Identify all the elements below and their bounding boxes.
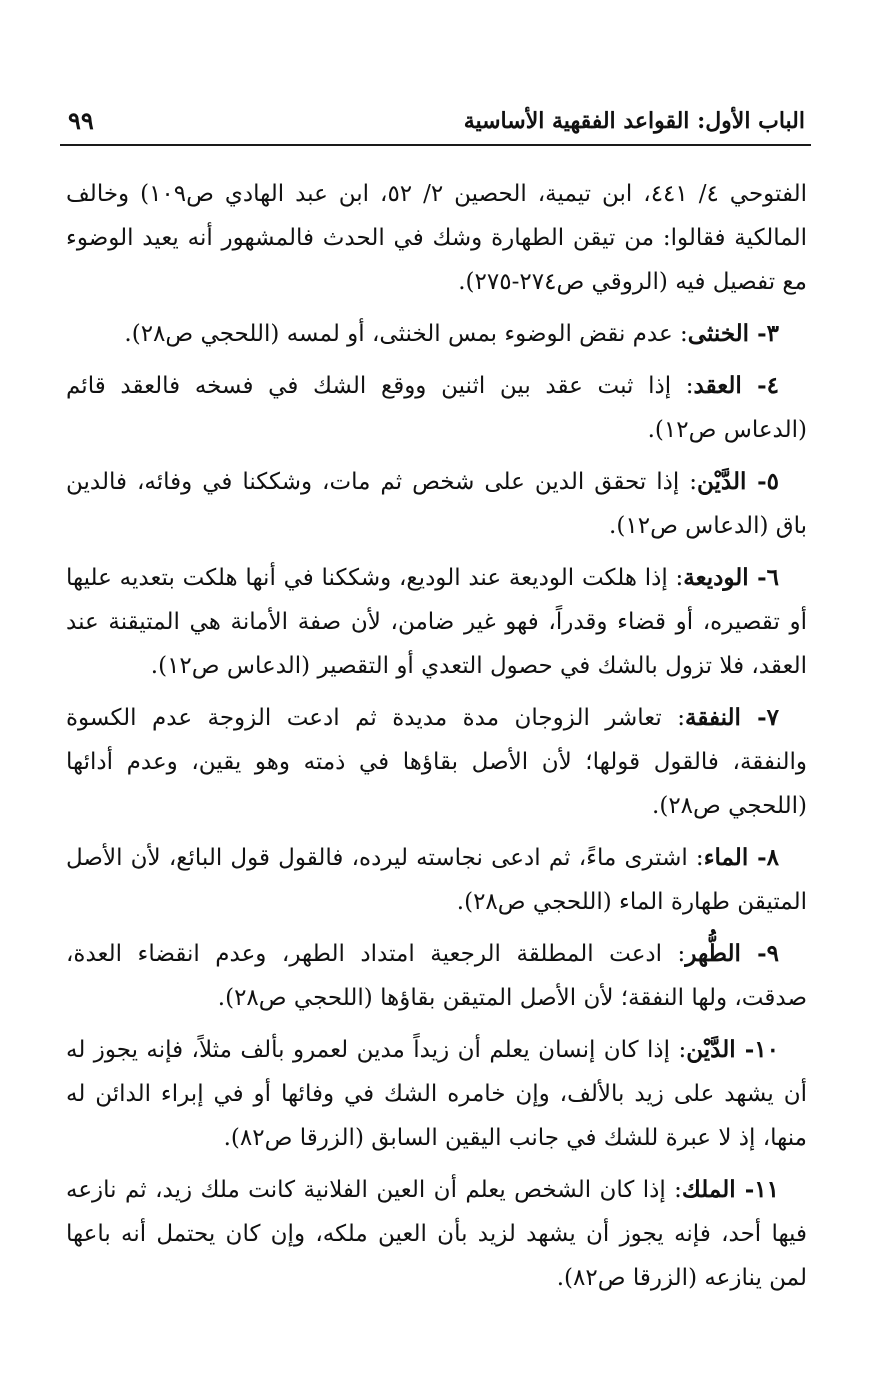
list-item [60,460,811,548]
item-term: الخنثى [687,320,750,347]
list-item [60,696,811,828]
item-number: ٨- [757,844,780,871]
item-term: الدَّيْن [686,1036,736,1063]
document-page [60,104,811,1392]
item-term: العقد [693,372,742,399]
item-number: ٩- [757,940,779,967]
list-item [60,556,811,688]
list-item [60,312,811,356]
item-term: الملك [681,1176,736,1203]
item-term: الدَّيْن [697,468,747,495]
page-body [60,172,811,1300]
item-text: : إذا ثبت عقد بين اثنين ووقع الشك في فسخه فالعقد قائم (الدعاس ص١٢). [66,373,807,443]
item-text: : إذا كان إنسان يعلم أن زيداً مدين لعمرو بألف مثلاً، فإنه يجوز له أن يشهد على زيد بالألف، وإن خامره الشك في وفائها أو في إبراء الدائن له منها، إذ لا عبرة للشك في جانب اليقين السابق (الزرقا ص٨٢). [66,1037,807,1151]
item-text: : إذا تحقق الدين على شخص ثم مات، وشككنا في وفائه، فالدين باق (الدعاس ص١٢). [66,469,807,539]
item-text: : تعاشر الزوجان مدة مديدة ثم ادعت الزوجة عدم الكسوة والنفقة، فالقول قولها؛ لأن الأصل بقاؤها في ذمته وهو يقين، وعدم أدائها (اللحجي ص٢٨). [66,705,807,819]
intro-paragraph: الفتوحي ٤/ ٤٤١، ابن تيمية، الحصين ٢/ ٥٢، ابن عبد الهادي ص١٠٩) وخالف المالكية فقالوا: من تيقن الطهارة وشك في الحدث فالمشهور أنه يعيد الوضوء مع تفصيل فيه (الروقي ص٢٧٤-٢٧٥). [66,181,808,295]
item-text: : إذا هلكت الوديعة عند الوديع، وشككنا في أنها هلكت بتعديه عليها أو تقصيره، أو قضاء وقدراً، فهو غير ضامن، لأن صفة الأمانة هي المتيقنة عند العقد، فلا تزول بالشك في حصول التعدي أو التقصير (الدعاس ص١٢). [66,565,807,679]
item-text: : إذا كان الشخص يعلم أن العين الفلانية كانت ملك زيد، ثم نازعه فيها أحد، فإنه يجوز أن يشهد لزيد بأن العين ملكه، وإن كان يحتمل أنه باعها لمن ينازعه (الزرقا ص٨٢). [66,1177,807,1291]
chapter-title: الباب الأول: القواعد الفقهية الأساسية [463,108,805,134]
item-term: الماء [703,844,749,871]
item-text: : ادعت المطلقة الرجعية امتداد الطهر، وعدم انقضاء العدة، صدقت، ولها النفقة؛ لأن الأصل المتيقن بقاؤها (اللحجي ص٢٨). [66,941,807,1011]
item-text: : عدم نقض الوضوء بمس الخنثى، أو لمسه (اللحجي ص٢٨). [124,321,688,347]
list-item [60,932,811,1020]
page-number: ٩٩ [68,106,94,135]
item-term: النفقة [684,704,741,731]
item-term: الطُّهر [685,940,741,967]
item-number: ٥- [757,468,779,495]
list-item [60,1168,811,1300]
item-number: ٧- [757,704,779,731]
list-item [60,1028,811,1160]
list-item [60,836,811,924]
running-header [60,104,811,146]
item-number: ١١- [744,1176,779,1203]
item-text: : اشترى ماءً، ثم ادعى نجاسته ليرده، فالقول قول البائع، لأن الأصل المتيقن طهارة الماء (اللحجي ص٢٨). [66,845,807,915]
item-number: ٤- [757,372,779,399]
item-number: ١٠- [744,1036,779,1063]
list-item [60,364,811,452]
item-number: ٣- [757,320,779,347]
item-number: ٦- [757,564,779,591]
item-term: الوديعة [683,564,749,591]
